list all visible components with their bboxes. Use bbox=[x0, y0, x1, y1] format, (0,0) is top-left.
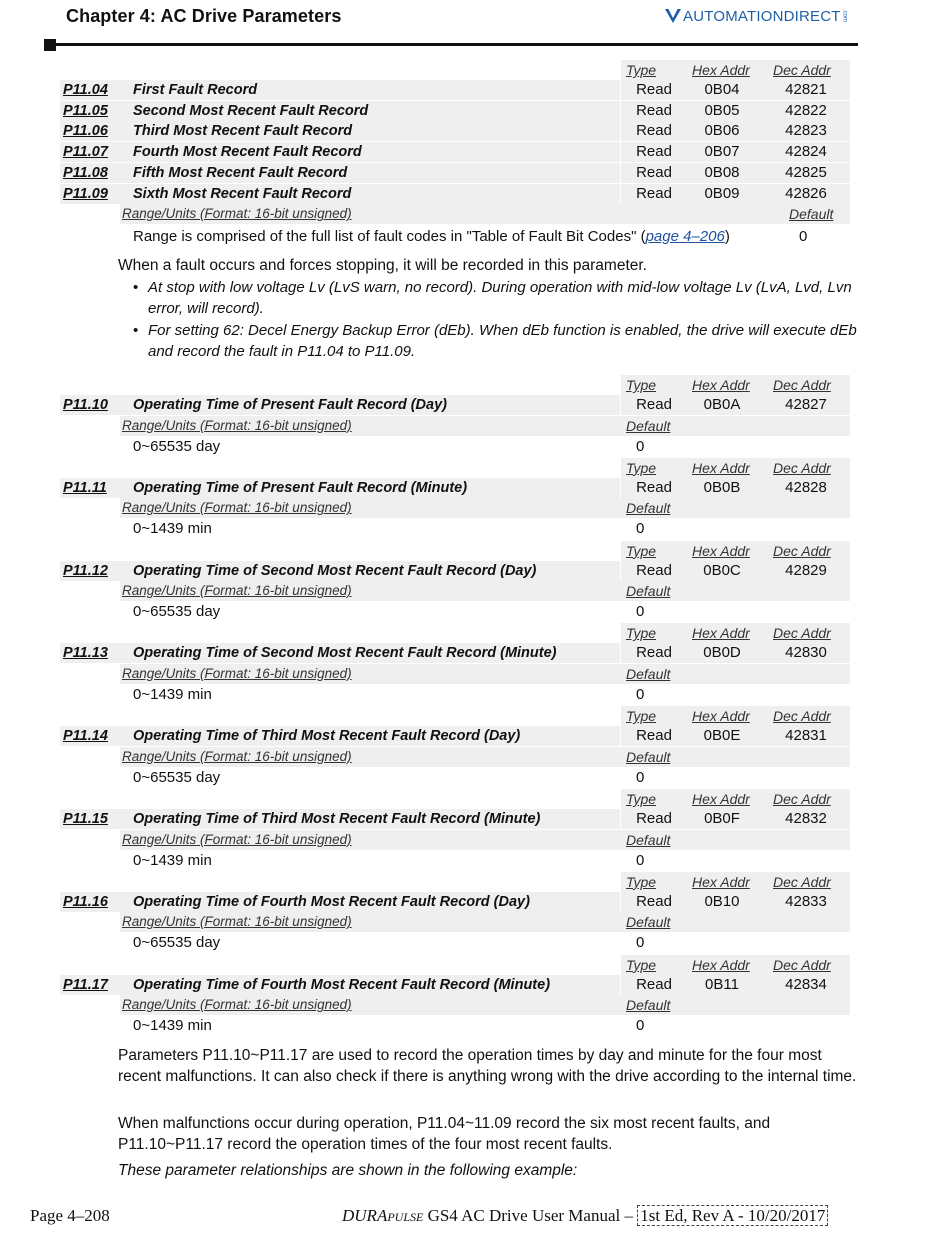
param-hex-addr: 0B06 bbox=[704, 122, 740, 140]
param-id: P11.12 bbox=[63, 562, 108, 579]
logo-v-icon bbox=[664, 7, 682, 25]
range-units-label: Range/Units (Format: 16-bit unsigned) bbox=[122, 417, 352, 433]
type-column-label: Type bbox=[626, 791, 657, 807]
param-id: P11.04 bbox=[63, 82, 108, 98]
param-dec-addr: 42832 bbox=[785, 810, 827, 827]
param-id: P11.08 bbox=[63, 164, 108, 181]
param-hex-addr: 0B10 bbox=[704, 892, 740, 910]
param-default-value: 0 bbox=[636, 520, 645, 538]
hex-column-label: Hex Addr bbox=[692, 873, 750, 890]
param-name: Third Most Recent Fault Record bbox=[133, 123, 353, 140]
param-id: P11.13 bbox=[63, 645, 108, 662]
param-dec-addr: 42825 bbox=[785, 163, 827, 181]
fault-range-text bbox=[133, 227, 730, 247]
logo-suffix: .com bbox=[841, 9, 848, 23]
type-column-label: Type bbox=[626, 377, 657, 393]
hex-column-label: Hex Addr bbox=[692, 791, 750, 807]
param-type: Read bbox=[636, 561, 672, 579]
param-hex-addr: 0B07 bbox=[704, 143, 740, 161]
param-hex-addr: 0B08 bbox=[704, 163, 740, 181]
param-id: P11.05 bbox=[63, 102, 108, 119]
param-name: Fifth Most Recent Fault Record bbox=[133, 164, 348, 181]
param-default-value: 0 bbox=[636, 934, 645, 952]
param-dec-addr: 42822 bbox=[785, 101, 827, 119]
type-column-label: Type bbox=[626, 459, 657, 476]
param-name: Sixth Most Recent Fault Record bbox=[133, 185, 352, 202]
dec-column-label: Dec Addr bbox=[773, 377, 831, 393]
type-column-label: Type bbox=[626, 62, 657, 78]
hex-column-label: Hex Addr bbox=[692, 708, 750, 725]
param-id: P11.09 bbox=[63, 185, 108, 202]
param-type: Read bbox=[636, 163, 672, 181]
param-id: P11.06 bbox=[63, 123, 108, 140]
page-number: Page 4–208 bbox=[30, 1206, 110, 1225]
manual-brand-smallcaps: PULSE bbox=[387, 1210, 424, 1224]
range-units-label: Range/Units (Format: 16-bit unsigned) bbox=[122, 583, 352, 599]
param-hex-addr: 0B0F bbox=[704, 810, 740, 827]
param-id: P11.15 bbox=[63, 811, 108, 827]
param-id: P11.07 bbox=[63, 144, 108, 161]
dec-column-label: Dec Addr bbox=[773, 62, 831, 78]
closing-paragraph-2: When malfunctions occur during operation, P11.04~11.09 record the six most recent faults, and P11.10~P11.17 record the operation times of the four most recent faults. bbox=[118, 1115, 771, 1153]
param-name: First Fault Record bbox=[133, 82, 258, 98]
param-range-value: 0~65535 day bbox=[133, 934, 221, 952]
param-dec-addr: 42834 bbox=[785, 975, 827, 993]
param-type: Read bbox=[636, 122, 672, 140]
default-column-label: Default bbox=[626, 831, 671, 848]
manual-brand: DURA bbox=[342, 1206, 388, 1225]
param-id: P11.11 bbox=[63, 479, 107, 496]
param-id: P11.14 bbox=[63, 728, 108, 745]
default-column-label: Default bbox=[626, 417, 671, 434]
param-type: Read bbox=[636, 184, 672, 202]
param-range-value: 0~65535 day bbox=[133, 603, 221, 621]
fault-range-suffix: ) bbox=[724, 228, 730, 245]
type-column-label: Type bbox=[626, 542, 657, 559]
param-hex-addr: 0B09 bbox=[704, 184, 740, 202]
param-name: Operating Time of Second Most Recent Fault Record (Day) bbox=[133, 562, 537, 579]
range-units-label: Range/Units (Format: 16-bit unsigned) bbox=[122, 997, 352, 1013]
type-column-label: Type bbox=[626, 708, 657, 725]
chapter-title: Chapter 4: AC Drive Parameters bbox=[66, 6, 342, 26]
param-name: Operating Time of Present Fault Record (Minute) bbox=[133, 479, 468, 496]
param-name: Operating Time of Fourth Most Recent Fault Record (Day) bbox=[133, 893, 530, 910]
manual-name: GS4 AC Drive User Manual – bbox=[423, 1206, 638, 1225]
logo-text: AUTOMATIONDIRECT bbox=[683, 7, 841, 25]
manual-title bbox=[342, 1206, 828, 1226]
param-range-value: 0~1439 min bbox=[133, 851, 212, 869]
param-default-value: 0 bbox=[636, 603, 645, 621]
range-units-label: Range/Units (Format: 16-bit unsigned) bbox=[122, 665, 352, 681]
param-type: Read bbox=[636, 81, 672, 98]
param-dec-addr: 42828 bbox=[785, 478, 827, 496]
param-hex-addr: 0B0A bbox=[703, 396, 741, 413]
param-range-value: 0~1439 min bbox=[133, 520, 212, 538]
edition-stamp: 1st Ed, Rev A - 10/20/2017 bbox=[637, 1205, 828, 1226]
hex-column-label: Hex Addr bbox=[692, 956, 750, 973]
default-column-label: Default bbox=[626, 583, 671, 600]
hex-column-label: Hex Addr bbox=[692, 542, 750, 559]
closing-paragraph-3: These parameter relationships are shown in the following example: bbox=[118, 1162, 578, 1179]
default-column-label: Default bbox=[789, 206, 834, 223]
fault-notes-list bbox=[130, 277, 858, 363]
param-type: Read bbox=[636, 727, 672, 745]
param-type: Read bbox=[636, 644, 672, 662]
param-hex-addr: 0B0B bbox=[703, 478, 741, 496]
param-dec-addr: 42824 bbox=[785, 143, 827, 161]
param-dec-addr: 42823 bbox=[785, 122, 827, 140]
param-type: Read bbox=[636, 810, 672, 827]
param-name: Operating Time of Present Fault Record (Day) bbox=[133, 397, 447, 413]
type-column-label: Type bbox=[626, 873, 657, 890]
default-column-label: Default bbox=[626, 500, 671, 517]
param-hex-addr: 0B11 bbox=[705, 975, 739, 993]
param-type: Read bbox=[636, 396, 672, 413]
param-default-value: 0 bbox=[636, 1017, 645, 1035]
param-name: Fourth Most Recent Fault Record bbox=[133, 144, 362, 161]
param-name: Operating Time of Third Most Recent Fault Record (Day) bbox=[133, 728, 521, 745]
fault-codes-page-link[interactable]: page 4–206 bbox=[645, 228, 725, 245]
fault-range-prefix: Range is comprised of the full list of fault codes in "Table of Fault Bit Codes" ( bbox=[133, 228, 646, 245]
fault-description: When a fault occurs and forces stopping, it will be recorded in this parameter. bbox=[118, 257, 647, 274]
param-hex-addr: 0B0E bbox=[703, 727, 741, 745]
param-hex-addr: 0B04 bbox=[704, 81, 740, 98]
param-type: Read bbox=[636, 143, 672, 161]
header-rule bbox=[44, 43, 858, 46]
param-dec-addr: 42830 bbox=[785, 644, 827, 662]
fault-default-value: 0 bbox=[799, 228, 808, 245]
dec-column-label: Dec Addr bbox=[773, 873, 831, 890]
param-range-value: 0~65535 day bbox=[133, 768, 221, 786]
hex-column-label: Hex Addr bbox=[692, 377, 750, 393]
param-type: Read bbox=[636, 892, 672, 910]
range-units-label: Range/Units (Format: 16-bit unsigned) bbox=[122, 206, 352, 222]
hex-column-label: Hex Addr bbox=[692, 62, 750, 78]
param-range-value: 0~1439 min bbox=[133, 685, 212, 703]
param-dec-addr: 42829 bbox=[785, 561, 827, 579]
param-default-value: 0 bbox=[636, 685, 645, 703]
range-units-label: Range/Units (Format: 16-bit unsigned) bbox=[122, 831, 352, 847]
hex-column-label: Hex Addr bbox=[692, 459, 750, 476]
param-name: Operating Time of Third Most Recent Fault Record (Minute) bbox=[133, 811, 541, 827]
range-units-label: Range/Units (Format: 16-bit unsigned) bbox=[122, 500, 352, 516]
dec-column-label: Dec Addr bbox=[773, 542, 831, 559]
type-column-label: Type bbox=[626, 625, 657, 642]
range-units-label: Range/Units (Format: 16-bit unsigned) bbox=[122, 914, 352, 930]
param-id: P11.17 bbox=[63, 976, 108, 993]
range-units-label: Range/Units (Format: 16-bit unsigned) bbox=[122, 748, 352, 764]
type-column-label: Type bbox=[626, 956, 657, 973]
param-default-value: 0 bbox=[636, 768, 645, 786]
fault-note-item: • At stop with low voltage Lv (LvS warn, no record). During operation with mid-low voltage Lv (LvA, Lvd, Lvn error, will record). bbox=[130, 277, 858, 319]
param-name: Second Most Recent Fault Record bbox=[133, 102, 369, 119]
param-default-value: 0 bbox=[636, 851, 645, 869]
param-hex-addr: 0B0C bbox=[703, 561, 741, 579]
hex-column-label: Hex Addr bbox=[692, 625, 750, 642]
param-range-value: 0~1439 min bbox=[133, 1017, 212, 1035]
automationdirect-logo bbox=[664, 6, 848, 26]
param-range-value: 0~65535 day bbox=[133, 437, 221, 455]
default-column-label: Default bbox=[626, 997, 671, 1014]
dec-column-label: Dec Addr bbox=[773, 459, 831, 476]
param-type: Read bbox=[636, 478, 672, 496]
param-hex-addr: 0B0D bbox=[703, 644, 741, 662]
param-dec-addr: 42827 bbox=[785, 396, 827, 413]
param-hex-addr: 0B05 bbox=[704, 101, 740, 119]
fault-note-item: • For setting 62: Decel Energy Backup Error (dEb). When dEb function is enabled, the drive will execute dEb and record the fault in P11.04 to P11.09. bbox=[130, 320, 858, 362]
param-dec-addr: 42826 bbox=[785, 184, 827, 202]
param-name: Operating Time of Second Most Recent Fault Record (Minute) bbox=[133, 645, 557, 662]
param-id: P11.16 bbox=[63, 893, 108, 910]
default-column-label: Default bbox=[626, 748, 671, 765]
param-dec-addr: 42821 bbox=[785, 81, 827, 98]
default-column-label: Default bbox=[626, 665, 671, 682]
dec-column-label: Dec Addr bbox=[773, 956, 831, 973]
param-type: Read bbox=[636, 975, 672, 993]
param-name: Operating Time of Fourth Most Recent Fault Record (Minute) bbox=[133, 976, 551, 993]
closing-paragraph-1: Parameters P11.10~P11.17 are used to record the operation times by day and minute for the four most recent malfunctions. It can also check if there is anything wrong with the drive according to the internal time. bbox=[118, 1047, 857, 1085]
param-default-value: 0 bbox=[636, 437, 645, 455]
default-column-label: Default bbox=[626, 914, 671, 931]
dec-column-label: Dec Addr bbox=[773, 708, 831, 725]
dec-column-label: Dec Addr bbox=[773, 625, 831, 642]
param-dec-addr: 42831 bbox=[785, 727, 827, 745]
param-type: Read bbox=[636, 101, 672, 119]
dec-column-label: Dec Addr bbox=[773, 791, 831, 807]
param-dec-addr: 42833 bbox=[785, 892, 827, 910]
param-id: P11.10 bbox=[63, 397, 108, 413]
